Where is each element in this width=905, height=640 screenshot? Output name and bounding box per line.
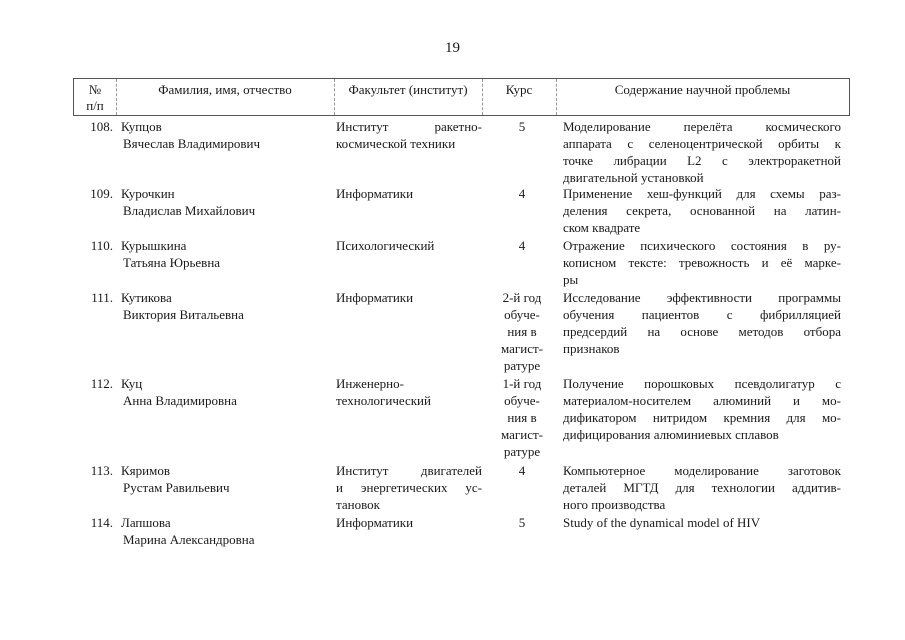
research-topic: [563, 185, 841, 236]
faculty-line: и энергетических ус-: [336, 480, 482, 495]
given-names: Владислав Михайлович: [123, 203, 256, 218]
header-num: [74, 82, 116, 118]
topic-line: ры: [563, 272, 579, 287]
surname: Кяримов: [121, 463, 170, 478]
course-line: 1-й год: [502, 376, 542, 391]
surname: Курочкин: [121, 186, 175, 201]
student-name: [121, 185, 331, 219]
student-name: [121, 289, 331, 323]
research-topic: [563, 462, 841, 513]
student-name: [121, 514, 331, 548]
row-number: 113.: [90, 463, 113, 478]
topic-line: Компьютерное моделирование заготовок: [563, 463, 841, 478]
header-name: Фамилия, имя, отчество: [158, 82, 292, 97]
research-topic: [563, 118, 841, 186]
faculty-line: Информатики: [336, 515, 414, 530]
course-line: 4: [518, 463, 526, 478]
faculty: [336, 514, 482, 531]
course-line: обуче-: [504, 307, 540, 322]
row-number: 114.: [90, 515, 113, 530]
header-num-label: №: [88, 82, 102, 97]
faculty-line: технологический: [336, 393, 431, 408]
topic-line: кописном тексте: тревожность и её марке-: [563, 255, 841, 270]
student-name: [121, 237, 331, 271]
topic-line: материалом-носителем алюминий и мо-: [563, 393, 841, 408]
faculty-line: Информатики: [336, 186, 414, 201]
course-line: 5: [518, 119, 526, 134]
topic-line: ного производства: [563, 497, 666, 512]
course: [490, 185, 554, 202]
given-names: Виктория Витальевна: [123, 307, 244, 322]
row-number: 109.: [90, 186, 113, 201]
header-num-label-2: п/п: [86, 98, 104, 113]
research-topic: [563, 289, 841, 357]
research-topic: [563, 514, 841, 531]
topic-line: дификатором нитридом кремния для мо-: [563, 410, 841, 425]
faculty: [336, 462, 482, 513]
research-topic: [563, 375, 841, 443]
topic-line: двигательной установкой: [563, 170, 704, 185]
topic-line: ском квадрате: [563, 220, 641, 235]
course-line: 5: [518, 515, 526, 530]
student-name: [121, 118, 331, 152]
course-line: магист-: [501, 341, 543, 356]
topic-line: обучения пациентов с фибрилляцией: [563, 307, 841, 322]
topic-line: Применение хеш-функций для схемы раз-: [563, 186, 841, 201]
course: [490, 289, 554, 374]
topic-line: аппарата с селеноцентрической орбиты к: [563, 136, 841, 151]
topic-line: деления секрета, основанной на латин-: [563, 203, 841, 218]
given-names: Вячеслав Владимирович: [123, 136, 261, 151]
given-names: Анна Владимировна: [123, 393, 237, 408]
faculty: [336, 185, 482, 202]
course: [490, 118, 554, 135]
topic-line: дифицирования алюминиевых сплавов: [563, 427, 779, 442]
topic-line: признаков: [563, 341, 620, 356]
topic-line: Исследование эффективности программы: [563, 290, 841, 305]
faculty-line: Инженерно-: [336, 376, 404, 391]
topic-line: Получение порошковых псевдолигатур с: [563, 376, 841, 391]
course-line: ратуре: [503, 358, 541, 373]
row-number: 110.: [90, 238, 113, 253]
student-name: [121, 375, 331, 409]
course: [490, 375, 554, 460]
header-course: Курс: [505, 82, 533, 97]
faculty-line: Институт двигателей: [336, 463, 482, 478]
surname: Лапшова: [121, 515, 171, 530]
topic-line: Отражение психического состояния в ру-: [563, 238, 841, 253]
row-number: 111.: [91, 290, 113, 305]
course-line: 4: [518, 238, 526, 253]
given-names: Марина Александровна: [123, 532, 255, 547]
course-line: обуче-: [504, 393, 540, 408]
faculty: [336, 289, 482, 306]
topic-line: Study of the dynamical model of HIV: [563, 515, 761, 530]
course: [490, 237, 554, 254]
surname: Кутикова: [121, 290, 172, 305]
faculty-line: космической техники: [336, 136, 456, 151]
faculty-line: Институт ракетно-: [336, 119, 482, 134]
given-names: Татьяна Юрьевна: [123, 255, 221, 270]
faculty-line: Психологический: [336, 238, 435, 253]
course-line: 4: [518, 186, 526, 201]
header-faculty: Факультет (институт): [348, 82, 468, 97]
faculty: [336, 375, 482, 409]
topic-line: предсердий на основе методов отбора: [563, 324, 841, 339]
course: [490, 462, 554, 479]
faculty: [336, 237, 482, 254]
course-line: ния в: [507, 410, 537, 425]
student-name: [121, 462, 331, 496]
course-line: ратуре: [503, 444, 541, 459]
topic-line: Моделирование перелёта космического: [563, 119, 841, 134]
header-topic: Содержание научной проблемы: [614, 82, 791, 97]
topic-line: точке либрации L2 с электроракетной: [563, 153, 841, 168]
research-topic: [563, 237, 841, 288]
course-line: магист-: [501, 427, 543, 442]
given-names: Рустам Равильевич: [123, 480, 230, 495]
faculty: [336, 118, 482, 152]
topic-line: деталей МГТД для технологии аддитив-: [563, 480, 841, 495]
course-line: ния в: [507, 324, 537, 339]
surname: Курышкина: [121, 238, 187, 253]
row-number: 112.: [90, 376, 113, 391]
faculty-line: Информатики: [336, 290, 414, 305]
surname: Купцов: [121, 119, 162, 134]
course: [490, 514, 554, 531]
table-header: [73, 78, 850, 116]
faculty-line: тановок: [336, 497, 380, 512]
row-number: 108.: [90, 119, 113, 134]
page-number: 19: [445, 40, 460, 56]
surname: Куц: [121, 376, 143, 391]
course-line: 2-й год: [502, 290, 542, 305]
